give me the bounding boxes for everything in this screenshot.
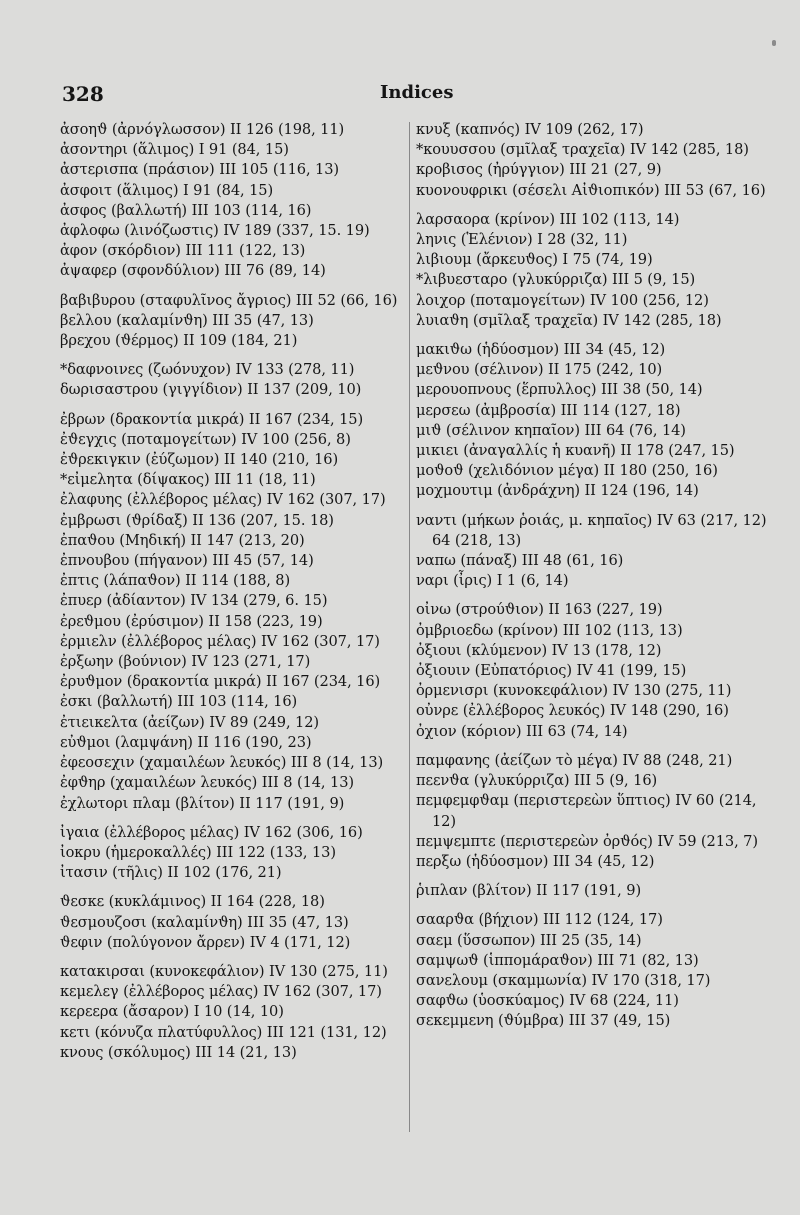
index-entry: μερσεω (ἀμβροσία) III 114 (127, 18) [416, 401, 681, 419]
index-entry: ἐτιεικελτα (ἀείζων) IV 89 (249, 12) [60, 713, 319, 731]
index-entry: ὀξιουιν (Εὐπατόριος) IV 41 (199, 15) [416, 662, 687, 680]
group-gap [416, 901, 768, 910]
index-entry: ἐμβρωσι (ϑρίδαξ) II 136 (207, 15. 18) [60, 511, 334, 529]
column-divider [409, 122, 410, 1132]
group-gap [60, 883, 410, 892]
group-gap [60, 282, 410, 291]
right-index-column [416, 120, 768, 1032]
index-entry: ἐπυερ (ἀδίαντον) IV 134 (279, 6. 15) [60, 592, 328, 610]
index-entry: σαμψωϑ (ἱππομάραϑον) III 71 (82, 13) [416, 951, 699, 969]
index-entry: κεμελεγ (ἐλλέβορος μέλας) IV 162 (307, 17) [60, 983, 382, 1001]
index-entry: ληνις (Ἑλένιον) I 28 (32, 11) [416, 231, 628, 249]
group-gap [416, 591, 768, 600]
index-entry: ἐϑεγχις (ποταμογείτων) IV 100 (256, 8) [60, 430, 351, 448]
index-entry: ἀφλοφω (λινόζωστις) IV 189 (337, 15. 19) [60, 222, 370, 240]
index-entry: ἐρξωην (βούνιον) IV 123 (271, 17) [60, 653, 311, 671]
index-entry: ἀστερισπα (πράσιον) III 105 (116, 13) [60, 161, 340, 179]
index-entry: ῥιπλαν (βλίτον) II 117 (191, 9) [416, 882, 642, 900]
index-entry: μικιει (ἀναγαλλίς ἡ κυανῆ) II 178 (247, 15) [416, 442, 735, 460]
group-gap [416, 742, 768, 751]
index-entry: κατακιρσαι (κυνοκεφάλιον) IV 130 (275, 11) [60, 962, 388, 980]
paper-speck [772, 40, 776, 46]
index-entry: ἐρυϑμον (δρακοντία μικρά) II 167 (234, 16) [60, 673, 381, 691]
index-entry: ὀμβριοεδω (κρίνον) III 102 (113, 13) [416, 621, 683, 639]
index-entry: μοχμουτιμ (ἀνδράχνη) II 124 (196, 14) [416, 482, 699, 500]
group-gap [416, 331, 768, 340]
index-entry: πεμφεμφϑαμ (περιστερεὼν ὕπτιος) IV 60 (214, 12) [416, 792, 757, 830]
index-entry: βαβιβυρου (σταφυλῖνος ἄγριος) III 52 (66, 16) [60, 291, 398, 309]
index-entry: κετι (κόνυζα πλατύφυλλος) III 121 (131, 12) [60, 1023, 387, 1041]
index-entry: λυιαϑη (σμῖλαξ τραχεῖα) IV 142 (285, 18) [416, 311, 722, 329]
index-entry: σααρϑα (βήχιον) III 112 (124, 17) [416, 911, 663, 929]
index-entry: πεμψεμπτε (περιστερεὼν ὀρϑός) IV 59 (213, 7) [416, 832, 758, 850]
index-entry: ὀξιουι (κλύμενον) IV 13 (178, 12) [416, 641, 662, 659]
index-entry: βελλου (καλαμίνϑη) III 35 (47, 13) [60, 311, 314, 329]
index-entry: ἰτασιν (τῆλις) II 102 (176, 21) [60, 864, 282, 882]
group-gap [416, 502, 768, 511]
index-entry: ἐβρων (δρακοντία μικρά) II 167 (234, 15) [60, 410, 364, 428]
index-entry: κυονουφρικι (σέσελι Αἰϑιοπικόν) III 53 (67, 16) [416, 181, 766, 199]
index-entry: σανελουμ (σκαμμωνία) IV 170 (318, 17) [416, 971, 711, 989]
index-entry: ἀφον (σκόρδιον) III 111 (122, 13) [60, 242, 306, 260]
index-entry: *λιβυεσταρο (γλυκύρριζα) III 5 (9, 15) [416, 271, 696, 289]
index-entry: ἀσφοιτ (ἅλιμος) I 91 (84, 15) [60, 181, 274, 199]
index-entry: ἐπαϑου (Μηδική) II 147 (213, 20) [60, 531, 305, 549]
index-entry: μοϑοϑ (χελιδόνιον μέγα) II 180 (250, 16) [416, 462, 718, 480]
index-entry: μεϑνου (σέλινον) II 175 (242, 10) [416, 361, 663, 379]
index-entry: πεενϑα (γλυκύρριζα) III 5 (9, 16) [416, 772, 658, 790]
index-entry: ἰοκρυ (ἡμεροκαλλές) III 122 (133, 13) [60, 843, 336, 861]
index-entry: ἀσοηϑ (ἀρνόγλωσσον) II 126 (198, 11) [60, 121, 345, 138]
index-entry: ναρι (ἶρις) I 1 (6, 14) [416, 572, 569, 590]
index-entry: κνυξ (καπνός) IV 109 (262, 17) [416, 121, 644, 138]
index-entry: ϑεσμουζοσι (καλαμίνϑη) III 35 (47, 13) [60, 913, 349, 931]
group-gap [416, 872, 768, 881]
index-entry: μακιϑω (ἡδύοσμον) III 34 (45, 12) [416, 341, 666, 359]
index-entry: ἐλαφυης (ἐλλέβορος μέλας) IV 162 (307, 17) [60, 491, 386, 509]
group-gap [60, 401, 410, 410]
index-entry: κερεερα (ἄσαρον) I 10 (14, 10) [60, 1003, 284, 1021]
index-entry: ἐρμιελν (ἐλλέβορος μέλας) IV 162 (307, 17) [60, 632, 380, 650]
index-entry: ἐχλωτορι πλαμ (βλίτον) II 117 (191, 9) [60, 794, 345, 812]
index-entry: οἰνω (στρούϑιον) II 163 (227, 19) [416, 601, 663, 619]
left-index-column [60, 120, 410, 1063]
index-entry: λιβιουμ (ἄρκευϑος) I 75 (74, 19) [416, 251, 653, 269]
running-title: Indices [380, 82, 454, 103]
page-number: 328 [62, 82, 104, 106]
index-entry: δωρισαστρου (γιγγίδιον) II 137 (209, 10) [60, 381, 362, 399]
index-entry: ἐφεοσεχιν (χαμαιλέων λευκός) III 8 (14, 13) [60, 754, 384, 772]
group-gap [416, 201, 768, 210]
index-entry: βρεχου (ϑέρμος) II 109 (184, 21) [60, 332, 298, 350]
index-entry: ἐφϑηρ (χαμαιλέων λευκός) III 8 (14, 13) [60, 774, 354, 792]
index-entry: ἐπτις (λάπαϑον) II 114 (188, 8) [60, 572, 291, 590]
index-entry: οὐνρε (ἐλλέβορος λευκός) IV 148 (290, 16) [416, 702, 729, 720]
index-entry: ἐσκι (βαλλωτή) III 103 (114, 16) [60, 693, 298, 711]
page-header [0, 82, 800, 112]
index-entry: περξω (ἡδύοσμον) III 34 (45, 12) [416, 852, 655, 870]
group-gap [60, 814, 410, 823]
index-entry: ἐρεϑμου (ἐρύσιμον) II 158 (223, 19) [60, 612, 323, 630]
group-gap [60, 953, 410, 962]
index-entry: σεκεμμενη (ϑύμβρα) III 37 (49, 15) [416, 1012, 671, 1030]
index-entry: λοιχορ (ποταμογείτων) IV 100 (256, 12) [416, 291, 709, 309]
index-entry: μιϑ (σέλινον κηπαῖον) III 64 (76, 14) [416, 421, 686, 439]
index-entry: σαεμ (ὕσσωπον) III 25 (35, 14) [416, 931, 642, 949]
index-entry: λαρσαορα (κρίνον) III 102 (113, 14) [416, 210, 680, 228]
index-entry: ὀχιον (κόριον) III 63 (74, 14) [416, 722, 628, 740]
index-entry: *δαφνοινες (ζωόνυχον) IV 133 (278, 11) [60, 361, 355, 379]
index-entry: σαφϑω (ὑοσκύαμος) IV 68 (224, 11) [416, 992, 679, 1010]
index-entry: ναπω (πάναξ) III 48 (61, 16) [416, 552, 624, 570]
index-entry: εὐϑμοι (λαμψάνη) II 116 (190, 23) [60, 733, 312, 751]
index-entry: ναντι (μήκων ῥοιάς, μ. κηπαῖος) IV 63 (217, 12) 64 (218, 13) [416, 511, 767, 549]
index-entry: παμφανης (ἀείζων τὸ μέγα) IV 88 (248, 21) [416, 751, 733, 769]
group-gap [60, 351, 410, 360]
index-entry: κνους (σκόλυμος) III 14 (21, 13) [60, 1043, 297, 1061]
index-entry: ἀσφος (βαλλωτή) III 103 (114, 16) [60, 201, 312, 219]
index-entry: ὀρμενισρι (κυνοκεφάλιον) IV 130 (275, 11) [416, 682, 732, 700]
index-entry: κροβισος (ἠρύγγιον) III 21 (27, 9) [416, 161, 662, 179]
index-entry: ἀψαφερ (σφονδύλιον) III 76 (89, 14) [60, 262, 326, 280]
index-entry: ϑεσκε (κυκλάμινος) II 164 (228, 18) [60, 893, 325, 911]
index-entry: ϑεφιν (πολύγονον ἄρρεν) IV 4 (171, 12) [60, 933, 351, 951]
index-entry: ἀσοντηρι (ἅλιμος) I 91 (84, 15) [60, 141, 289, 159]
index-entry: μερουοπνους (ἕρπυλλος) III 38 (50, 14) [416, 381, 703, 399]
index-entry: *κουυσσου (σμῖλαξ τραχεῖα) IV 142 (285, 18) [416, 141, 749, 159]
index-entry: ἰγαια (ἐλλέβορος μέλας) IV 162 (306, 16) [60, 823, 363, 841]
index-entry: ἐπνουβου (πήγανον) III 45 (57, 14) [60, 552, 314, 570]
index-entry: ἐϑρεκιγκιν (ἐύζωμον) II 140 (210, 16) [60, 451, 339, 469]
index-entry: *εἰμελητα (δίψακος) III 11 (18, 11) [60, 471, 316, 489]
